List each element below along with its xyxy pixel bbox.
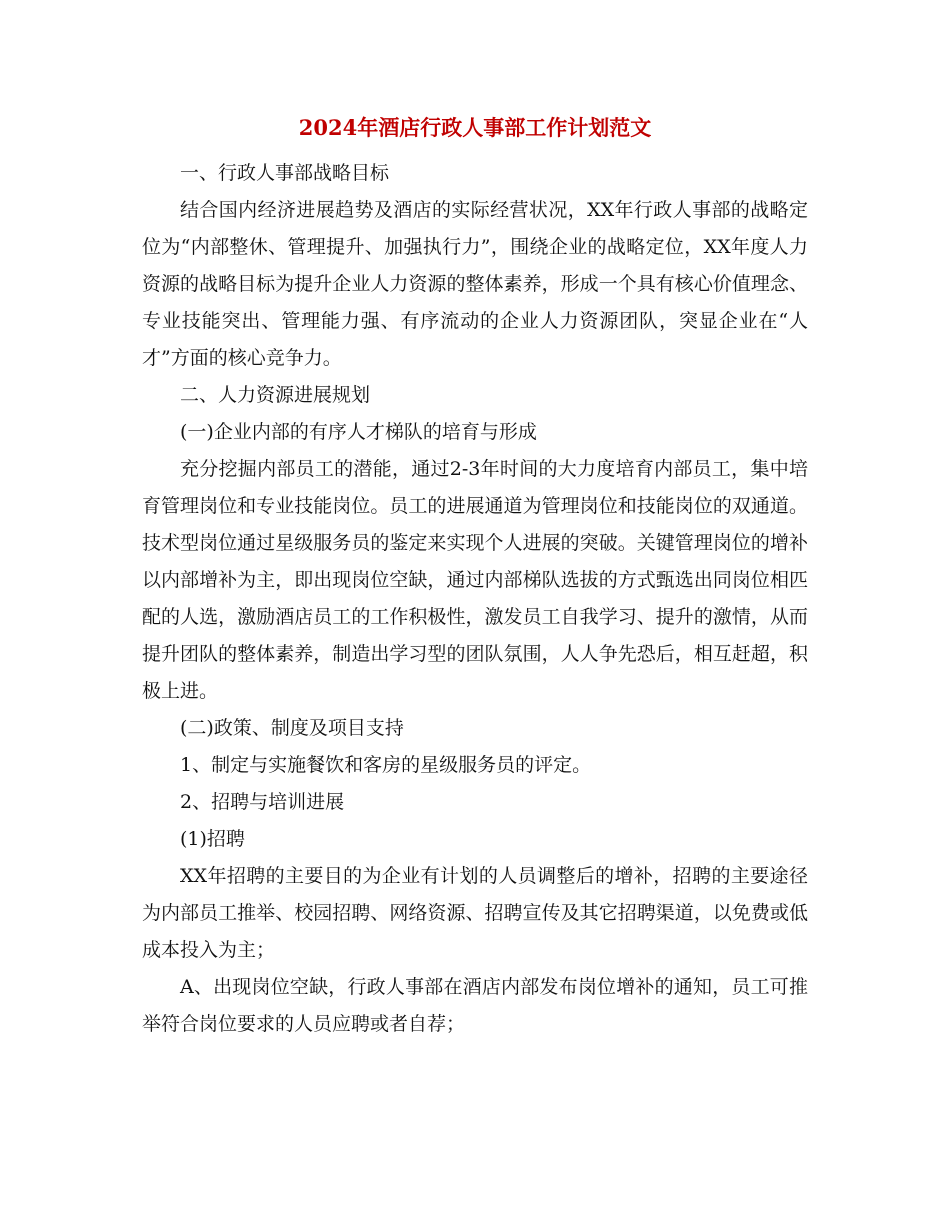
paragraph-strategy: 结合国内经济进展趋势及酒店的实际经营状况，XX年行政人事部的战略定位为“内部整休、管理提升、加强执行力”，围绕企业的战略定位，XX年度人力资源的战略目标为提升企业人力资源的整体素养，形成一个具有核心价值理念、专业技能突出、管理能力强、有序流动的企业人力资源团队，突显企业在“人才”方面的核心竞争力。 xyxy=(142,199,808,369)
subheading-recruitment: (1)招聘 xyxy=(180,828,245,850)
paragraph-vacancy-notice: A、出现岗位空缺，行政人事部在酒店内部发布岗位增补的通知，员工可推举符合岗位要求的人员应聘或者自荐； xyxy=(142,976,808,1035)
subheading-talent-pipeline: (一)企业内部的有序人才梯队的培育与形成 xyxy=(180,421,537,443)
list-item-recruitment-training: 2、招聘与培训进展 xyxy=(180,791,345,813)
subheading-policy-support: (二)政策、制度及项目支持 xyxy=(180,717,404,739)
section-heading-planning: 二、人力资源进展规划 xyxy=(180,384,371,406)
document-title: 2024年酒店行政人事部工作计划范文 xyxy=(298,115,652,140)
paragraph-talent-pipeline: 充分挖掘内部员工的潜能，通过2-3年时间的大力度培育内部员工，集中培育管理岗位和专业技能岗位。员工的进展通道为管理岗位和技能岗位的双通道。技术型岗位通过星级服务员的鉴定来实现个人进展的突破。关键管理岗位的增补以内部增补为主，即出现岗位空缺，通过内部梯队选拔的方式甄选出同岗位相匹配的人选，激励酒店员工的工作积极性，激发员工自我学习、提升的激情，从而提升团队的整体素养，制造出学习型的团队氛围，人人争先恐后，相互赶超，积极上进。 xyxy=(142,458,808,702)
document-body xyxy=(142,155,808,1043)
list-item-star-rating: 1、制定与实施餐饮和客房的星级服务员的评定。 xyxy=(180,754,592,776)
section-heading-strategy: 一、行政人事部战略目标 xyxy=(180,162,390,184)
paragraph-recruitment: XX年招聘的主要目的为企业有计划的人员调整后的增补，招聘的主要途径为内部员工推举、校园招聘、网络资源、招聘宣传及其它招聘渠道，以免费或低成本投入为主； xyxy=(142,865,808,961)
